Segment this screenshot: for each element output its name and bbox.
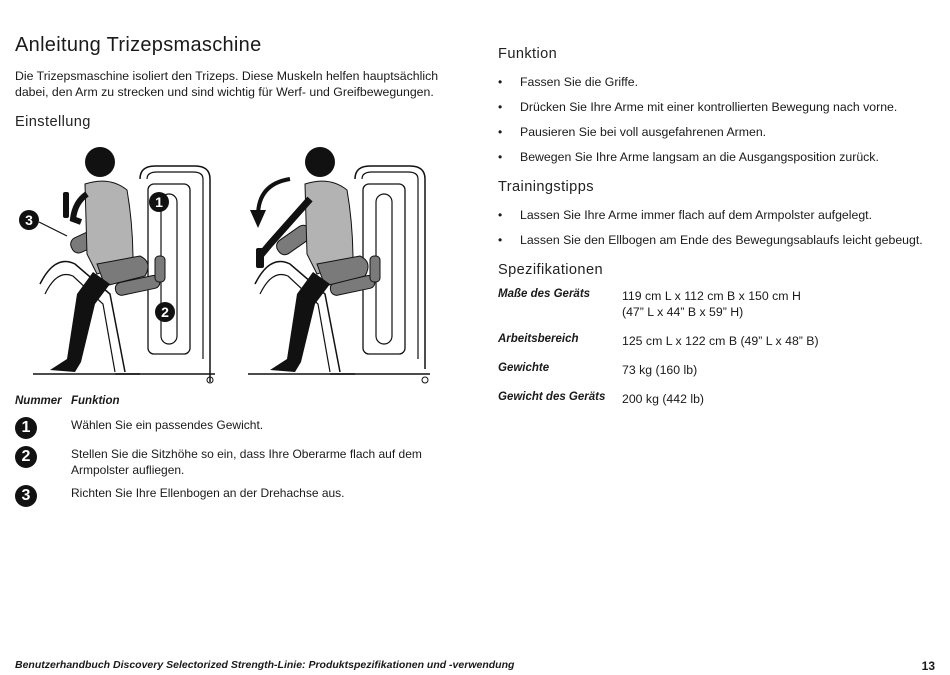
bullet-icon: •: [498, 150, 503, 164]
list-item: • Drücken Sie Ihre Arme mit einer kontrollierten Bewegung nach vorne.: [498, 100, 898, 114]
intro-text: Die Trizepsmaschine isoliert den Trizeps. Diese Muskeln helfen hauptsächlich dabei, den Arm zu strecken und sind wichtig für Werf- und Greifbewegungen.: [15, 69, 439, 99]
machine-illustrations: [15, 144, 445, 394]
step-text: Wählen Sie ein passendes Gewicht.: [71, 418, 264, 432]
list-item: • Lassen Sie den Ellbogen am Ende des Bewegungsablaufs leicht gebeugt.: [498, 233, 923, 247]
step-number-badge: 2: [15, 446, 37, 468]
step-text: Stellen Sie die Sitzhöhe so ein, dass Ihre Oberarme flach auf dem Armpolster aufliegen.: [71, 447, 422, 477]
illustration-extended-position: [248, 147, 430, 383]
bullet-icon: •: [498, 125, 503, 139]
step-number-badge: 3: [15, 485, 37, 507]
left-column: [15, 34, 455, 394]
page-number: 13: [921, 659, 935, 673]
page-title: Anleitung Trizepsmaschine: [15, 34, 262, 56]
illustration-start-position: [33, 147, 215, 383]
bullet-icon: •: [498, 100, 503, 114]
spec-value: 119 cm L x 112 cm B x 150 cm H (47” L x 44” B x 59” H): [622, 289, 801, 319]
spec-row-weights: [498, 362, 938, 391]
callout-2-badge: [155, 302, 175, 322]
column-number: Nummer: [15, 395, 62, 407]
list-item: • Lassen Sie Ihre Arme immer flach auf dem Armpolster aufgelegt.: [498, 208, 872, 222]
spec-value: 73 kg (160 lb): [622, 363, 698, 377]
spec-label: Gewicht des Geräts: [498, 391, 606, 403]
triceps-machine-diagram: [15, 144, 445, 394]
function-heading: Funktion: [498, 46, 558, 62]
spec-value: 200 kg (442 lb): [622, 392, 705, 406]
spec-row-dimensions: [498, 288, 938, 333]
bullet-icon: •: [498, 208, 503, 222]
function-list: [498, 74, 938, 165]
callout-3-label: 3: [25, 212, 33, 228]
spec-value: 125 cm L x 122 cm B (49” L x 48” B): [622, 334, 819, 348]
spec-label: Arbeitsbereich: [498, 333, 579, 345]
list-item: • Pausieren Sie bei voll ausgefahrenen Armen.: [498, 125, 767, 139]
bullet-icon: •: [498, 75, 503, 89]
callout-1-label: 1: [155, 194, 163, 210]
spec-label: Gewichte: [498, 362, 550, 374]
tips-heading: Trainingstipps: [498, 179, 594, 195]
specs-table: [498, 288, 938, 420]
spec-row-work-area: [498, 333, 938, 362]
tips-list: [498, 207, 938, 248]
callout-3-badge: [19, 210, 67, 236]
list-item: • Bewegen Sie Ihre Arme langsam an die Ausgangsposition zurück.: [498, 150, 879, 164]
column-function: Funktion: [71, 395, 120, 407]
footer-text: Benutzerhandbuch Discovery Selectorized Strength-Linie: Produktspezifikationen und -verwendung: [15, 659, 515, 671]
callout-2-label: 2: [161, 304, 169, 320]
bullet-icon: •: [498, 233, 503, 247]
specs-heading: Spezifikationen: [498, 262, 603, 278]
right-column: [498, 46, 938, 420]
callout-1-badge: [149, 192, 169, 212]
list-item: • Fassen Sie die Griffe.: [498, 75, 639, 89]
step-text: Richten Sie Ihre Ellenbogen an der Drehachse aus.: [71, 486, 345, 500]
settings-heading: Einstellung: [15, 114, 91, 130]
spec-label: Maße des Geräts: [498, 288, 591, 300]
step-number-badge: 1: [15, 417, 37, 439]
page-footer: [15, 659, 935, 671]
spec-row-machine-weight: [498, 391, 938, 420]
